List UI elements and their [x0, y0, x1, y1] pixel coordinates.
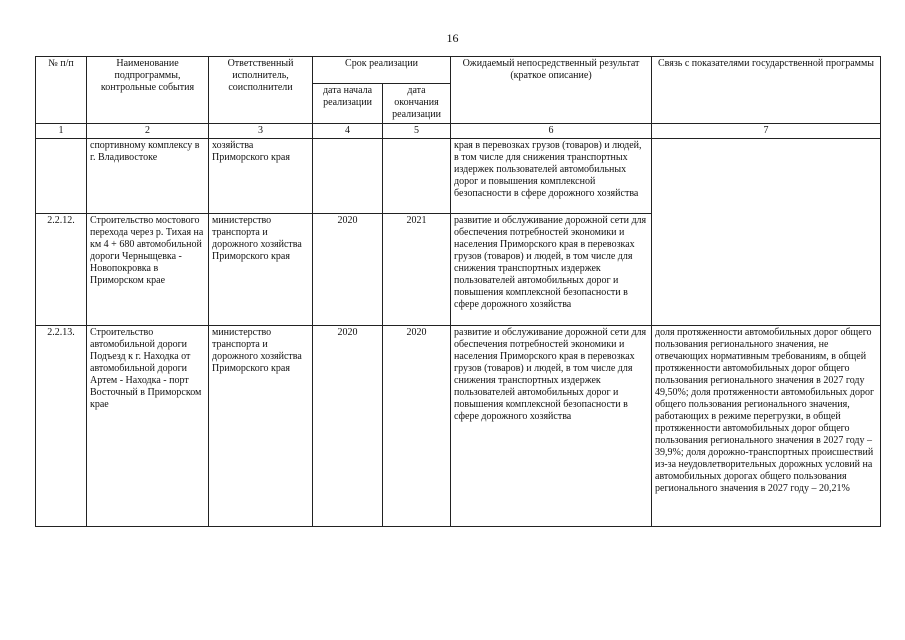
- row-link: [652, 214, 881, 326]
- row-start: 2020: [313, 326, 383, 527]
- row-result: развитие и обслуживание дорожной сети для обеспечения потребностей экономики и населения Приморского края в перевозках грузов (товаров) и людей, в том числе для снижения транспортных издержек пользователей автомобильных дорог и повышения комплексной безопасности в сфере дорожного хозяйства: [451, 326, 652, 527]
- header-term: Срок реализации: [313, 57, 451, 84]
- row-name: Строительство мостового перехода через р. Тихая на км 4 + 680 автомобильной дороги Черныщевка - Новопокровка в Приморском крае: [87, 214, 209, 326]
- row-executor: министерство транспорта и дорожного хозяйства Приморского края: [209, 326, 313, 527]
- index-cell: 3: [209, 124, 313, 139]
- row-executor: хозяйства Приморского края: [209, 139, 313, 214]
- table-row: [36, 214, 881, 326]
- index-cell: 6: [451, 124, 652, 139]
- row-name: Строительство автомобильной дороги Подъезд к г. Находка от автомобильной дороги Артем - Находка - порт Восточный в Приморском крае: [87, 326, 209, 527]
- page-number: 16: [446, 31, 459, 45]
- row-executor: министерство транспорта и дорожного хозяйства Приморского края: [209, 214, 313, 326]
- index-row: [36, 124, 881, 139]
- row-start: 2020: [313, 214, 383, 326]
- row-link: доля протяженности автомобильных дорог общего пользования регионального значения, не отвечающих нормативным требованиям, в общей протяженности автомобильных дорог общего пользования регионального значения в 2027 году 49,50%; доля протяженности автомобильных дорог общего пользования регионального значения, работающих в режиме перегрузки, в общей протяженности автомобильных дорог общего пользования регионального значения в 2027 году – 39,9%; доля дорожно-транспортных происшествий из-за неудовлетворительных дорожных условий на автомобильных дорогах общего пользования регионального значения в 2027 году – 20,21%: [652, 326, 881, 527]
- row-num: [36, 139, 87, 214]
- row-start: [313, 139, 383, 214]
- index-cell: 2: [87, 124, 209, 139]
- row-name: спортивному комплексу в г. Владивостоке: [87, 139, 209, 214]
- header-num: № п/п: [36, 57, 87, 124]
- header-row: [36, 57, 881, 84]
- row-result: развитие и обслуживание дорожной сети для обеспечения потребностей экономики и населения Приморского края в перевозках грузов (товаров) и людей, в том числе для снижения транспортных издержек пользователей автомобильных дорог и повышения комплексной безопасности в сфере дорожного хозяйства: [451, 214, 652, 326]
- index-cell: 1: [36, 124, 87, 139]
- table-row: [36, 326, 881, 527]
- implementation-plan-table: [35, 56, 881, 527]
- header-link: Связь с показателями государственной программы: [652, 57, 881, 124]
- header-result: Ожидаемый непосредственный результат (краткое описание): [451, 57, 652, 124]
- row-link: [652, 139, 881, 214]
- row-end: 2021: [383, 214, 451, 326]
- header-executor: Ответственный исполнитель, соисполнители: [209, 57, 313, 124]
- row-num: 2.2.13.: [36, 326, 87, 527]
- header-name: Наименование подпрограммы, контрольные события: [87, 57, 209, 124]
- index-cell: 5: [383, 124, 451, 139]
- table-row: [36, 139, 881, 214]
- index-cell: 4: [313, 124, 383, 139]
- row-end: [383, 139, 451, 214]
- index-cell: 7: [652, 124, 881, 139]
- row-num: 2.2.12.: [36, 214, 87, 326]
- row-result: края в перевозках грузов (товаров) и людей, в том числе для снижения транспортных издержек пользователей автомобильных дорог и повышения комплексной безопасности в сфере дорожного хозяйства: [451, 139, 652, 214]
- header-start-date: дата начала реализации: [313, 84, 383, 124]
- row-end: 2020: [383, 326, 451, 527]
- header-end-date: дата окончания реализации: [383, 84, 451, 124]
